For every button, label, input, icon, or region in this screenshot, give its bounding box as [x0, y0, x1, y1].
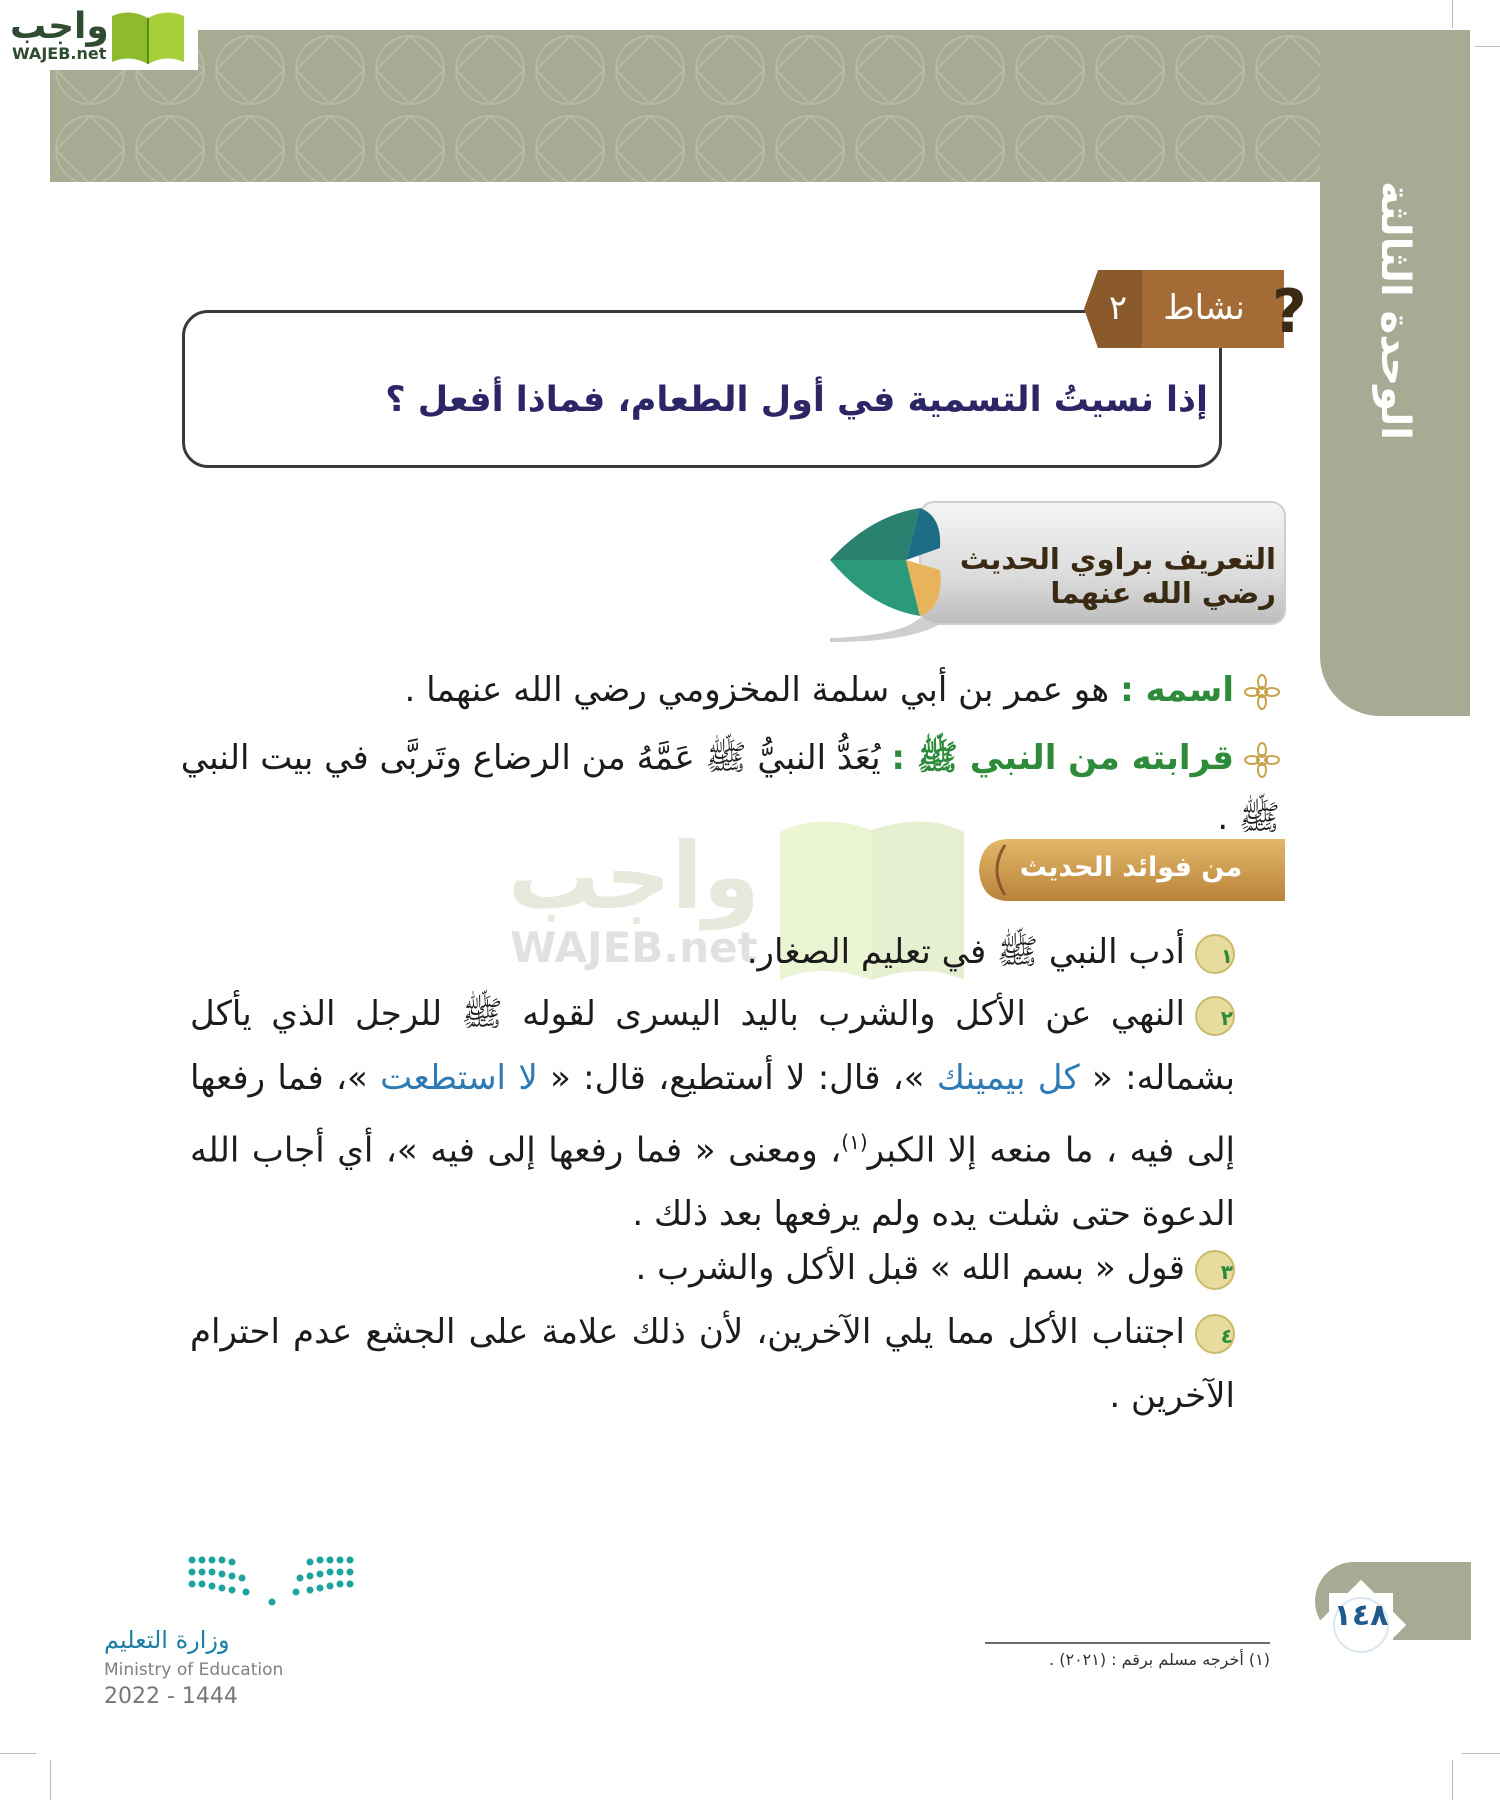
ministry-year: 2022 - 1444 — [104, 1684, 238, 1709]
benefit-item-1 — [190, 920, 1235, 984]
ministry-logo-icon — [186, 1552, 356, 1610]
crop-mark — [1475, 46, 1500, 47]
relation-label: قرابته من النبي ﷺ : — [891, 738, 1234, 778]
benefits-section-title: من فوائد الحديث — [1019, 852, 1243, 883]
crop-mark — [50, 1760, 51, 1800]
crop-mark — [1462, 1753, 1500, 1754]
unit-title: الوحدة الثالثة — [1372, 180, 1418, 440]
benefit-text-part: »، فما رفعها إلى فيه ، ما منعه إلا الكبر — [190, 1058, 1235, 1171]
benefit-number-badge: ١ — [1195, 934, 1235, 974]
name-text: هو عمر بن أبي سلمة المخزومي رضي الله عنهما . — [404, 670, 1110, 710]
book-icon — [108, 6, 188, 66]
relation-text: يُعَدُّ النبيُّ ﷺ عَمَّهُ من الرضاع وتَربَّى في بيت النبي ﷺ . — [180, 738, 1280, 838]
crop-mark — [1452, 0, 1453, 28]
activity-label: نشاط — [1163, 288, 1245, 328]
narrator-section-title: التعريف براوي الحديث رضي الله عنهما — [959, 542, 1276, 610]
activity-question: إذا نسيتُ التسمية في أول الطعام، فماذا أفعل ؟ — [385, 380, 1208, 420]
ministry-arabic-name: وزارة التعليم — [104, 1626, 230, 1654]
ministry-english-name: Ministry of Education — [104, 1660, 284, 1680]
flower-bullet-icon — [1244, 674, 1280, 710]
benefit-number-badge: ٢ — [1195, 996, 1235, 1036]
footnote-divider — [985, 1642, 1270, 1644]
svg-text:واجب: واجب — [507, 823, 760, 930]
benefit-text-part: النهي عن الأكل والشرب باليد اليسرى لقوله ﷺ للرجل الذي يأكل بشماله: « — [190, 994, 1236, 1098]
svg-text:WAJEB.net: WAJEB.net — [510, 923, 758, 972]
benefit-text-part: ، ومعنى « فما رفعها إلى فيه »، أي أجاب الله الدعوة حتى شلت يده ولم يرفعها بعد ذلك . — [190, 1130, 1235, 1235]
crop-mark — [1452, 1760, 1453, 1800]
benefit-item-4 — [190, 1300, 1235, 1428]
hadith-quote: لا استطعت — [380, 1058, 538, 1098]
footnote-reference: (١) — [841, 1130, 868, 1154]
logo-latin-text: WAJEB.net — [12, 44, 107, 63]
flower-bullet-icon — [1244, 742, 1280, 778]
logo-arabic-text: واجب — [10, 6, 109, 47]
pattern-decoration — [50, 30, 1470, 182]
benefit-text: قول « بسم الله » قبل الأكل والشرب . — [635, 1248, 1185, 1288]
header-band — [50, 30, 1470, 182]
hadith-quote: كل بيمينك — [936, 1058, 1080, 1098]
benefit-number-badge: ٤ — [1195, 1314, 1235, 1354]
benefit-text-part: »، قال: لا أستطيع، قال: « — [550, 1058, 925, 1098]
benefit-text: أدب النبي ﷺ في تعليم الصغار. — [746, 932, 1185, 972]
svg-text:?: ? — [1272, 277, 1307, 347]
benefit-item-3 — [190, 1236, 1235, 1300]
benefit-text: اجتناب الأكل مما يلي الآخرين، لأن ذلك علامة على الجشع عدم احترام الآخرين . — [190, 1312, 1235, 1416]
page-number: ١٤٨ — [1333, 1598, 1389, 1633]
footnote-text: (١) أخرجه مسلم برقم : (٢٠٢١) . — [1049, 1650, 1270, 1669]
activity-number: ٢ — [1108, 288, 1128, 328]
benefit-item-2 — [190, 982, 1235, 1246]
crop-mark — [0, 1753, 36, 1754]
narrator-name-row — [150, 660, 1280, 720]
benefit-number-badge: ٣ — [1195, 1250, 1235, 1290]
name-label: اسمه : — [1120, 670, 1234, 710]
